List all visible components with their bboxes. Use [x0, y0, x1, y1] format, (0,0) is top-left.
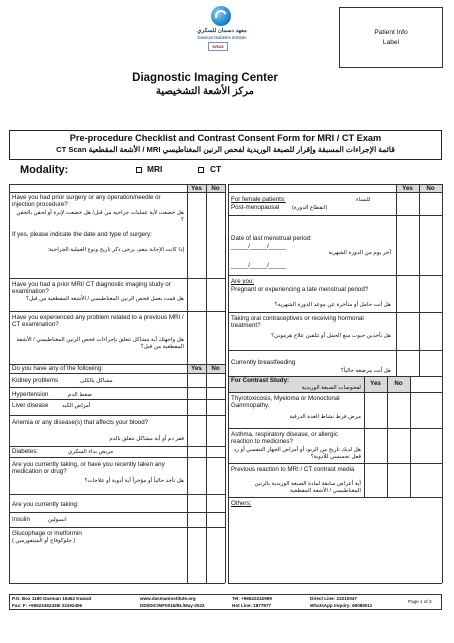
- last-menstrual-period-label: Date of last menstrual period:: [231, 235, 312, 242]
- anemia-question-ar: فقر دم أو أية مشاكل تتعلق بالدم: [109, 436, 184, 442]
- last-menstrual-period-label-ar: آخر يوم من الدورة الشهرية: [328, 250, 391, 256]
- kidney-problems-label-ar: مشاكل بالكلى: [80, 378, 113, 384]
- left-no-header: No: [211, 185, 220, 192]
- right-no-header: No: [426, 185, 435, 192]
- footer-website[interactable]: www.dasmaninstitute.org: [140, 596, 196, 601]
- footer-telephone: Tel: +96522242999: [232, 596, 272, 601]
- female-patients-label-ar: للنساء: [356, 197, 371, 203]
- footer-contact-bar: [9, 594, 442, 610]
- dasman-logo-icon: [211, 6, 231, 26]
- footer-page-number: Page 1 of 3: [408, 599, 432, 604]
- medication-question: Are you currently taking, or have you recently taken any medication or drug?: [12, 461, 165, 476]
- conditions-no-header: No: [211, 365, 220, 372]
- female-patients-label: For female patients:: [231, 196, 286, 203]
- ct-option-label: CT: [210, 164, 222, 174]
- footer-fax: Fax: F: +96522462436/ 22492406: [12, 603, 83, 608]
- currently-taking-label: Are you currently taking:: [12, 501, 79, 508]
- previous-problem-question: Have you experienced any problem related to a previous MRI / CT examination?: [12, 314, 184, 329]
- conditions-yes-header: Yes: [191, 365, 202, 372]
- mri-option-label: MRI: [147, 164, 163, 174]
- conditions-question: Do you have any of the following:: [12, 365, 104, 372]
- footer-document-code: DDI/DIC/MF0016/BL/May-2022: [140, 603, 205, 608]
- prior-surgery-question-ar: هل خضعت لأية عمليات جراحية من قبل/ هل خضعت لإبرة أو لحقن بالحقن ؟: [16, 210, 184, 223]
- modality-label: Modality:: [20, 164, 69, 176]
- surgery-details-prompt: If yes, please indicate the date and type of surgery:: [12, 231, 152, 238]
- accreditation-badge: KRAS: [208, 42, 228, 51]
- form-title-box: [9, 130, 442, 160]
- post-menopausal-label: Post-menopausal: [231, 204, 280, 211]
- form-title-en: Pre-procedure Checklist and Contrast Consent Form for MRI / CT Exam: [69, 133, 382, 143]
- liver-disease-label: Liver disease: [12, 402, 49, 409]
- center-title-en: Diagnostic Imaging Center: [132, 72, 278, 84]
- thyrotoxicosis-question: Thyrotoxicosis, Myeloma or Monoclonal Gammopathy.: [231, 395, 340, 410]
- contraceptives-question-ar: هل تأخذين حبوب منع الحمل أو تتلقين علاج هرموني؟: [271, 333, 391, 339]
- others-label: Others:: [231, 500, 252, 507]
- diabetes-label: Diabetes:: [12, 448, 39, 455]
- pregnant-question-ar: هل أنت حامل أو متأخرة عن موعد الدورة الشهرية؟: [274, 302, 391, 308]
- lmp-date-blank-2[interactable]: _____/_____/_____: [231, 262, 287, 269]
- contrast-study-label: For Contrast Study:: [231, 377, 290, 384]
- footer-direct-line: Direct Line: 22210047: [310, 596, 357, 601]
- anemia-question: Anemia or any disease(s) that affects your blood?: [12, 419, 149, 426]
- footer-whatsapp: WhatsApp Inquiry: 65085011: [310, 603, 373, 608]
- diabetes-label-ar: مريض بداء السكري: [68, 449, 114, 455]
- liver-disease-label-ar: أمراض الكبد: [62, 403, 91, 409]
- hypertension-label: Hypertension: [12, 391, 49, 398]
- glucophage-label: Glucophage or metformin: [12, 530, 82, 537]
- patient-info-label: Patient Info Label: [374, 29, 408, 46]
- glucophage-label-ar: ( جلوكوفاج أو الميتفورمين ): [12, 538, 76, 544]
- form-title-ar: قائمة الإجراءات المسبقة وإقرار للصبغة الوريدية لفحص الرنين المغناطيسي MRI / الأشعة المقطعية CT Scan: [56, 145, 395, 154]
- are-you-label: Are you:: [231, 278, 255, 285]
- kidney-problems-label: Kidney problems: [12, 377, 59, 384]
- post-menopausal-label-ar: (انقطاع الدورة): [292, 205, 328, 211]
- medication-question-ar: هل تأخذ حالياً أو مؤخراً أية أدوية أو علاجات؟: [84, 478, 184, 484]
- previous-problem-question-ar: هل واجهتك أية مشاكل تتعلق بإجراءات فحص الرنين المغناطيسي / الأشعة المقطعية من قبل؟: [16, 337, 184, 350]
- thyrotoxicosis-question-ar: مرض فرط نشاط الغدة الدرقية: [289, 414, 361, 420]
- left-yes-header: Yes: [191, 185, 202, 192]
- pregnant-question: Pregnant or experiencing a late menstrual period?: [231, 286, 369, 293]
- patient-info-label-box: [339, 7, 443, 68]
- hypertension-label-ar: ضغط الدم: [68, 392, 92, 398]
- asthma-allergy-question: Asthma, respiratory disease, or allergic reaction to medicines?: [231, 431, 338, 446]
- asthma-allergy-question-ar: هل لديك تاريخ من الربو، أو أمراض الجهاز التنفسي أو رد فعل تحسسي للأدوية؟: [233, 447, 361, 460]
- institute-name-ar: معهد دسمان للسكري: [197, 28, 247, 34]
- breastfeeding-question: Currently breastfeeding: [231, 359, 296, 366]
- insulin-label: Insulin: [12, 516, 30, 523]
- prior-imaging-question: Have you had a prior MRI/ CT diagnostic imaging study or examination?: [12, 281, 171, 296]
- surgery-details-prompt-ar: إذا كانت الإجابة بنعم، يرجى ذكر تاريخ ونوع العملية الجراحية:: [47, 247, 184, 253]
- contrast-no-header: No: [394, 380, 403, 387]
- breastfeeding-question-ar: هل أنت مرضعة حالياً؟: [340, 368, 391, 374]
- ct-checkbox[interactable]: [198, 167, 204, 173]
- prior-surgery-question: Have you had prior surgery or any operation/needle or injection procedure?: [12, 194, 161, 209]
- right-yes-header: Yes: [402, 185, 413, 192]
- lmp-date-blank-1[interactable]: _____/_____/_____: [231, 243, 287, 250]
- footer-po-box: P.O. Box 1180 Dasman 15462 Kuwait: [12, 596, 92, 601]
- previous-contrast-reaction-question-ar: أية أعراض سابقة لمادة الصبغة الوريدية بالرنين المغناطيسي / الأشعة المقطعية: [254, 481, 361, 494]
- previous-contrast-reaction-question: Previous reaction to MRI / CT contrast media: [231, 466, 355, 473]
- contrast-yes-header: Yes: [370, 380, 381, 387]
- contraceptives-question: Taking oral contraceptives or receiving hormonal treatment?: [231, 315, 364, 330]
- insulin-label-ar: انسولين: [48, 517, 67, 523]
- contrast-study-label-ar: لفحوصات الصبغة الوريدية: [301, 385, 361, 391]
- center-title-ar: مركز الأشعة التشخيصية: [155, 86, 255, 97]
- institute-name-en: Dasman Diabetes Institute: [197, 35, 247, 40]
- prior-imaging-question-ar: هل قمت بعمل فحص الرنين المغناطيسي / الأشعة المقطعية من قبل؟: [25, 296, 184, 302]
- footer-hotline: Hot Line: 1877877: [232, 603, 272, 608]
- mri-checkbox[interactable]: [136, 167, 142, 173]
